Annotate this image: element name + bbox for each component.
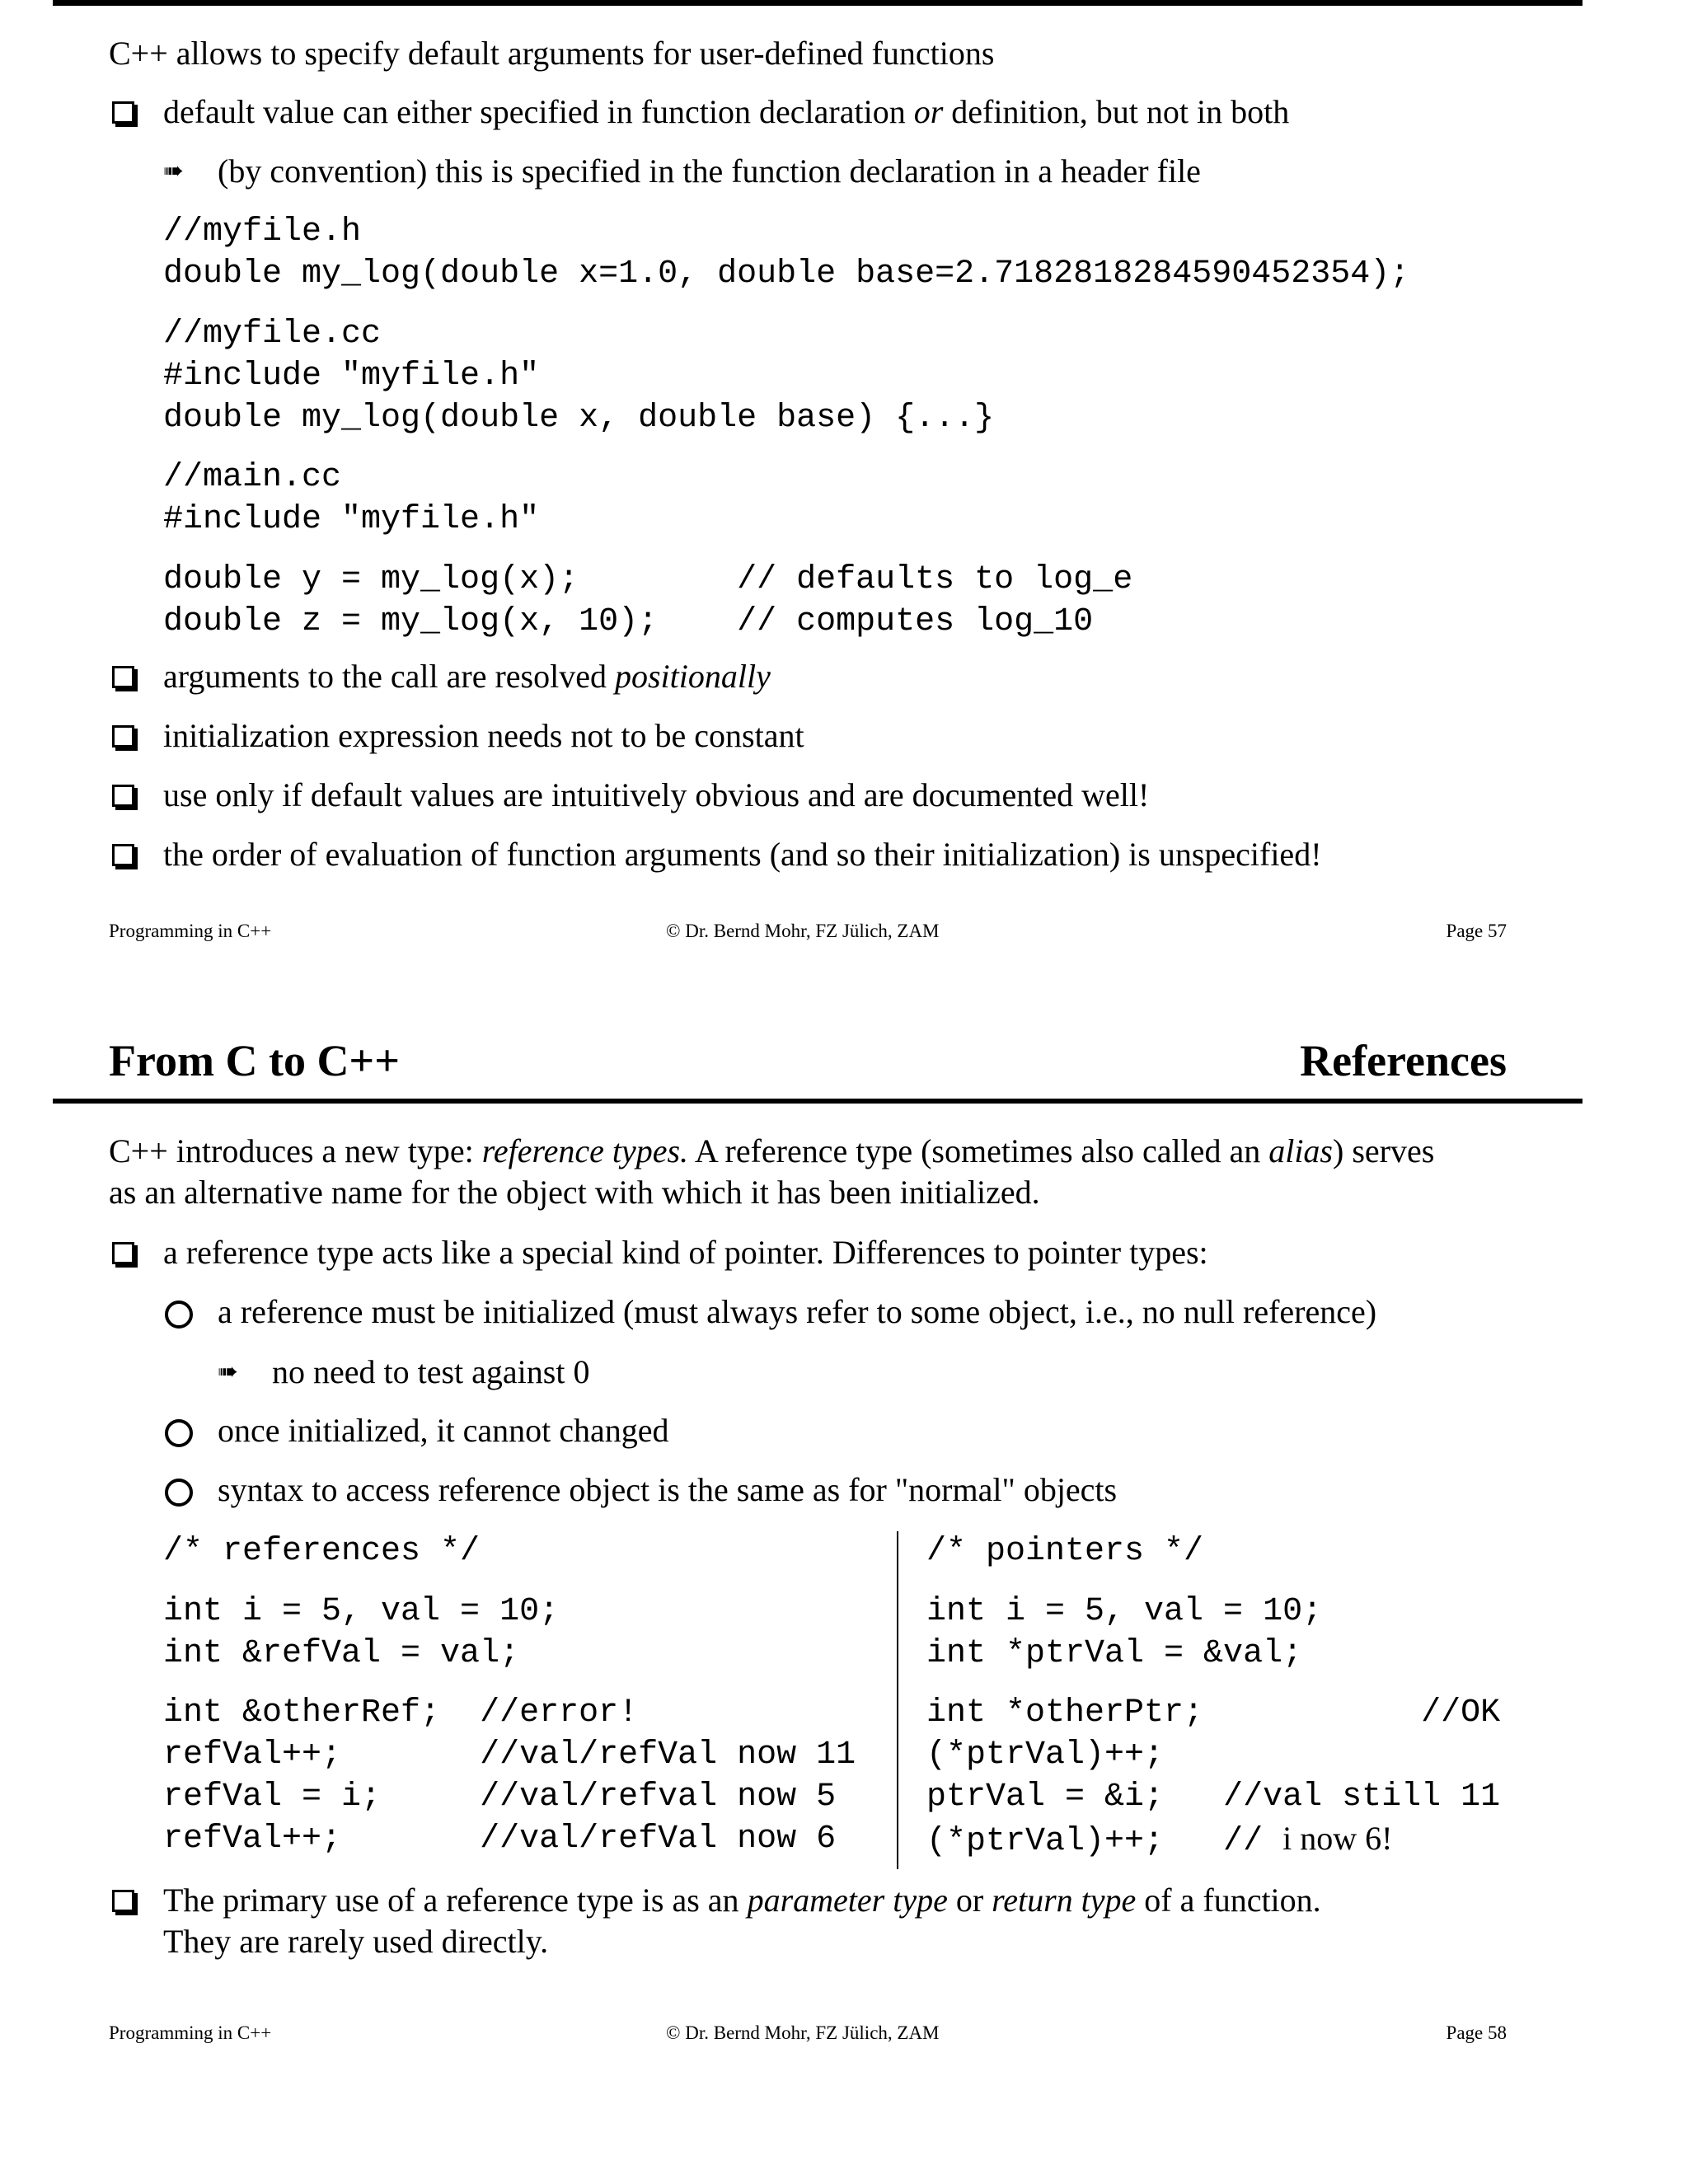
footer-center: © Dr. Bernd Mohr, FZ Jülich, ZAM xyxy=(666,921,940,941)
bullet-primary-use: The primary use of a reference type is as an parameter type or return type of a function. xyxy=(163,1882,1321,1919)
bullet-square-icon xyxy=(112,101,134,124)
bullet-use-only: use only if default values are intuitively obvious and are documented well! xyxy=(163,776,1150,813)
bullet-square-icon xyxy=(112,844,134,866)
title-rule xyxy=(53,1099,1582,1104)
bullet-order-evaluation: the order of evaluation of function arguments (and so their initialization) is unspecified! xyxy=(163,836,1322,873)
bullet-reference-type: a reference type acts like a special kind of pointer. Differences to pointer types: xyxy=(163,1234,1208,1271)
code-pointers-header: /* pointers */ xyxy=(926,1533,1204,1570)
code-references-ops: int &otherRef; //error! refVal++; //val/refVal now 11 refVal = i; //val/refval now 5 refVal++; //val/refVal now 6 xyxy=(163,1694,856,1858)
code-references-decl: int i = 5, val = 10; int &refVal = val; xyxy=(163,1593,560,1672)
footer-page-number: Page 57 xyxy=(1446,921,1507,941)
page-title-left: From C to C++ xyxy=(109,1036,400,1085)
bullet-square-icon xyxy=(112,725,134,748)
bullet-circle-icon xyxy=(165,1301,193,1329)
sub-cannot-change: once initialized, it cannot changed xyxy=(218,1412,669,1449)
arrow-no-need-test: no need to test against 0 xyxy=(272,1353,590,1390)
bullet-square-icon xyxy=(112,1890,134,1912)
code-references-header: /* references */ xyxy=(163,1533,481,1570)
page-title-right: References xyxy=(1300,1036,1507,1085)
intro-text: C++ allows to specify default arguments for user-defined functions xyxy=(109,35,995,72)
bullet-square-icon xyxy=(112,666,134,688)
footer-page-number: Page 58 xyxy=(1446,2022,1507,2043)
bullet-primary-use-line2: They are rarely used directly. xyxy=(163,1923,549,1960)
code-main-cc: //main.cc #include "myfile.h" xyxy=(163,459,540,538)
bullet-default-value: default value can either specified in function declaration or definition, but not in both xyxy=(163,93,1290,130)
bullet-square-icon xyxy=(112,785,134,807)
footer-left: Programming in C++ xyxy=(109,921,272,941)
top-rule xyxy=(53,0,1582,6)
bullet-circle-icon xyxy=(165,1479,193,1507)
bullet-positionally: arguments to the call are resolved positionally xyxy=(163,658,771,695)
intro-references-line2: as an alternative name for the object with which it has been initialized. xyxy=(109,1174,1040,1211)
code-pointers-decl: int i = 5, val = 10; int *ptrVal = &val; xyxy=(926,1593,1323,1672)
sub-syntax-access: syntax to access reference object is the same as for "normal" objects xyxy=(218,1471,1118,1508)
bullet-square-icon xyxy=(112,1242,134,1264)
sub-must-initialize: a reference must be initialized (must always refer to some object, i.e., no null reference) xyxy=(218,1293,1377,1330)
arrow-convention-text: (by convention) this is specified in the function declaration in a header file xyxy=(218,152,1201,190)
column-divider xyxy=(897,1531,898,1869)
intro-references: C++ introduces a new type: reference types. A reference type (sometimes also called an alias) serves xyxy=(109,1132,1435,1169)
code-myfile-cc: //myfile.cc #include "myfile.h" double my_log(double x, double base) {...} xyxy=(163,316,995,437)
arrow-right-icon: ➠ xyxy=(163,157,185,185)
code-calls: double y = my_log(x); // defaults to log_e double z = my_log(x, 10); // computes log_10 xyxy=(163,561,1133,640)
footer-left: Programming in C++ xyxy=(109,2022,272,2043)
code-myfile-h: //myfile.h double my_log(double x=1.0, double base=2.7182818284590452354); xyxy=(163,213,1410,293)
bullet-initialization: initialization expression needs not to be constant xyxy=(163,717,804,754)
arrow-right-icon: ➠ xyxy=(218,1357,239,1386)
code-pointers-ops: int *otherPtr; //OK (*ptrVal)++; ptrVal = &i; //val still 11 (*ptrVal)++; // i now 6! xyxy=(926,1694,1501,1860)
bullet-circle-icon xyxy=(165,1419,193,1447)
footer-center: © Dr. Bernd Mohr, FZ Jülich, ZAM xyxy=(666,2022,940,2043)
